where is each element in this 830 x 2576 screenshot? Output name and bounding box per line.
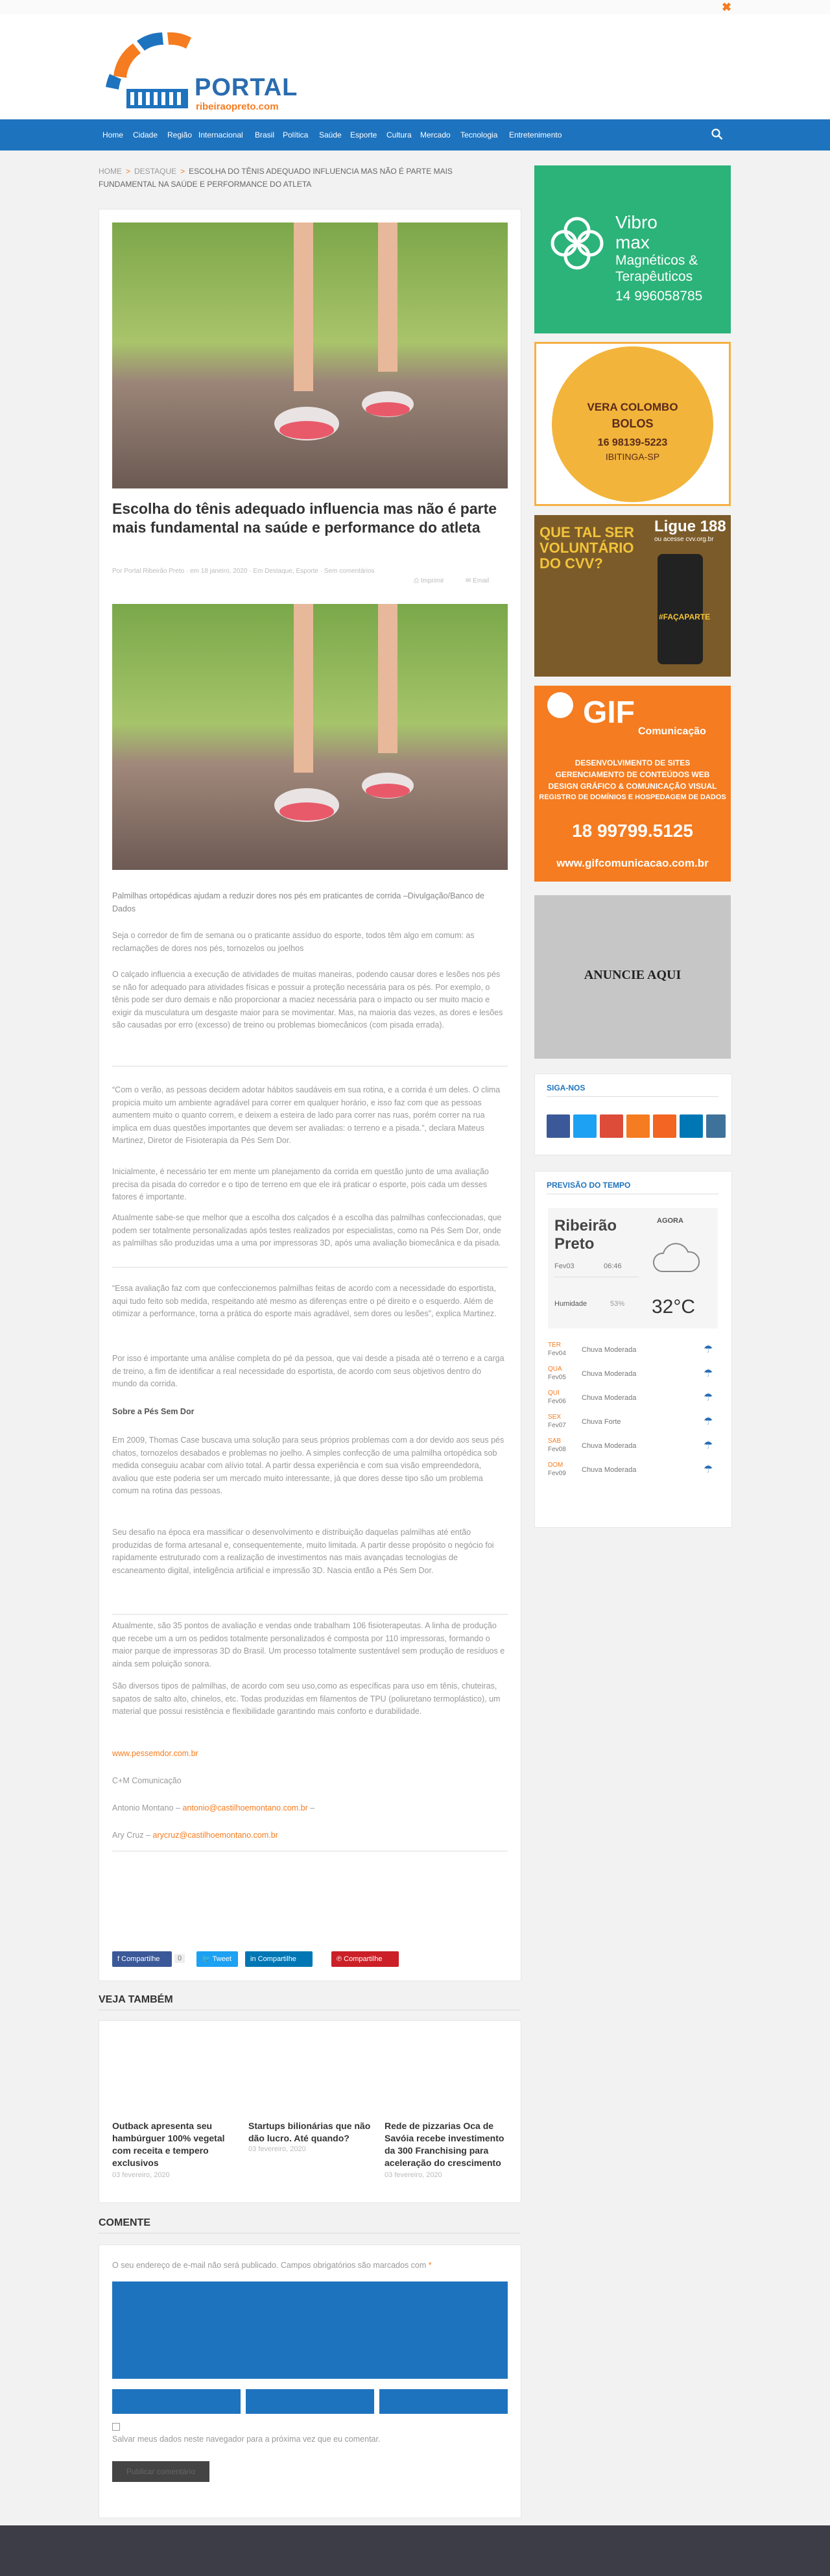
contact-email-link[interactable]: arycruz@castilhoemontano.com.br [152, 1831, 278, 1840]
related-posts [99, 2020, 521, 2203]
related-post-date: 03 fevereiro, 2020 [385, 2171, 442, 2179]
related-thumbnail[interactable] [112, 2034, 239, 2112]
top-bar [0, 0, 830, 14]
forecast-date: Fev07 [548, 1422, 566, 1429]
rain-icon: ☂ [704, 1344, 713, 1355]
rain-icon: ☂ [704, 1368, 713, 1379]
article-paragraph: Em 2009, Thomas Case buscava uma solução para seus próprios problemas com a dor devido aos seus pés chatos, tornozelos desabados e problemas no joelho. A simples confecção de uma palmilha ortopédica sob medida conseguiu acabar com alívio total. A partir dessa experiência e com sua visão empreendedora, avaliou que este poderia ser um mercado muito interessante, já que dores desse tipo são um problema comum na rotina das pessoas. [112, 1436, 504, 1495]
save-data-label: Salvar meus dados neste navegador para a próxima vez que eu comentar. [112, 2435, 381, 2444]
save-data-checkbox[interactable] [112, 2423, 120, 2431]
widget-title: SIGA-NOS [547, 1083, 586, 1092]
pinterest-share-button[interactable]: ℗ Compartilhe [331, 1951, 399, 1967]
current-temperature: 32°C [652, 1296, 696, 1318]
facebook-icon[interactable] [547, 1114, 570, 1138]
ad-anuncie[interactable]: ANUNCIE AQUI [534, 895, 731, 1059]
logo-text[interactable]: PORTAL [195, 74, 298, 101]
forecast-row [548, 1390, 718, 1409]
nav-item-entretenimento[interactable]: Entretenimento [509, 130, 562, 139]
now-label: AGORA [657, 1217, 683, 1225]
ad-vera-colombo[interactable]: VERA COLOMBO BOLOS 16 98139-5223 IBITINGA-SP [534, 342, 731, 506]
agency-name: C+M Comunicação [112, 1776, 182, 1785]
pinterest-icon: ℗ [337, 1955, 344, 1963]
forecast-row [548, 1414, 718, 1433]
rain-icon: ☂ [704, 1440, 713, 1451]
forecast-row [548, 1342, 718, 1361]
article-title: Escolha do tênis adequado influencia mas não é parte mais fundamental na saúde e performance do atleta [112, 500, 497, 536]
forecast-desc: Chuva Moderada [582, 1394, 637, 1402]
breadcrumb-home[interactable]: HOME [99, 167, 122, 176]
article-photo [112, 604, 508, 870]
article-subheading: Sobre a Pés Sem Dor [112, 1407, 195, 1416]
humidity-value: 53% [610, 1300, 625, 1308]
related-post-title[interactable]: Rede de pizzarias Oca de Savóia recebe investimento da 300 Franchising para aceleração do crescimento [385, 2121, 504, 2168]
instagram-icon[interactable] [706, 1114, 726, 1138]
article-meta: Por Portal Ribeirão Preto · em 18 janeiro, 2020 · Em Destaque, Esporte · Sem comentários [112, 568, 375, 575]
nav-item-regiao[interactable]: Região [167, 130, 193, 139]
main-nav [0, 119, 830, 150]
breadcrumb-current: ESCOLHA DO TÊNIS ADEQUADO INFLUENCIA MAS NÃO É PARTE MAIS FUNDAMENTAL NA SAÚDE E PERFORMANCE DO ATLETA [99, 167, 453, 189]
email-button[interactable]: ✉ Email [466, 577, 490, 584]
facebook-share-button[interactable]: f Compartilhe [112, 1951, 172, 1967]
article-paragraph: Atualmente, são 35 pontos de avaliação e vendas onde trabalham 106 fisioterapeutas. A linha de produção que recebe um a um os pedidos totalmente personalizados é composta por 110 impressoras, formando o maior parque de impressoras 3D do Brasil. Um processo totalmente sustentável sem produção de resíduos e ainda sem poluição sonora. [112, 1621, 505, 1668]
widget-title: PREVISÃO DO TEMPO [547, 1181, 631, 1190]
forecast-desc: Chuva Moderada [582, 1466, 637, 1474]
linkedin-icon[interactable] [680, 1114, 703, 1138]
breadcrumb [99, 165, 501, 191]
twitter-icon: 🐦 [202, 1955, 213, 1963]
related-thumbnail[interactable] [248, 2034, 375, 2112]
linkedin-icon: in [250, 1955, 258, 1963]
phone-icon [658, 554, 703, 664]
article-paragraph: Seu desafio na época era massificar o desenvolvimento e distribuição daquelas palmilhas até então produzidas de forma artesanal e, consequentemente, muito limitada. A partir desse propósito o negócio foi rapidamente estruturado com a realização de investimentos nas mais avançadas tecnologias de escaneamento digital, inteligência artificial e impressão 3D. Nascia então a Pés Sem Dor. [112, 1528, 494, 1575]
twitter-share-button[interactable]: 🐦 Tweet [196, 1951, 238, 1967]
facebook-icon: f [117, 1955, 122, 1963]
humidity-label: Humidade [554, 1300, 587, 1308]
article-paragraph: Por isso é importante uma análise completa do pé da pessoa, que vai desde a pisada até o terreno e a carga de treino, a fim de identificar a real necessidade do esportista, de acordo com seus objetivos dentro do mundo da corrida. [112, 1354, 504, 1388]
related-post-title[interactable]: Outback apresenta seu hambúrguer 100% vegetal com receita e tempero exclusivos [112, 2121, 225, 2168]
nav-item-esporte[interactable]: Esporte [350, 130, 377, 139]
weather-city: Ribeirão Preto [554, 1217, 617, 1253]
footer [0, 2525, 830, 2576]
contact-line: Ary Cruz – arycruz@castilhoemontano.com.br [112, 1831, 278, 1840]
website-field[interactable] [379, 2389, 508, 2414]
gif-logo-icon [547, 692, 573, 718]
rss-icon[interactable] [626, 1114, 650, 1138]
forecast-date: Fev06 [548, 1398, 566, 1405]
nav-item-cidade[interactable]: Cidade [133, 130, 158, 139]
close-icon[interactable]: ✖ [722, 1, 732, 14]
contact-email-link[interactable]: antonio@castilhoemontano.com.br [182, 1803, 308, 1812]
forecast-day: QUI [548, 1390, 560, 1397]
forecast-desc: Chuva Moderada [582, 1370, 637, 1378]
weather-time: 06:46 [604, 1262, 622, 1270]
twitter-icon[interactable] [573, 1114, 597, 1138]
divider [112, 1267, 508, 1268]
forecast-row [548, 1462, 718, 1481]
weather-date: Fev03 [554, 1262, 575, 1270]
article-paragraph: Seja o corredor de fim de semana ou o praticante assíduo do esporte, todos têm algo em comum: as reclamações de dores nos pés, tornozelos ou joelhos [112, 931, 475, 953]
website-link[interactable]: www.pessemdor.com.br [112, 1749, 198, 1758]
forecast-date: Fev08 [548, 1446, 566, 1453]
weather-widget [534, 1171, 732, 1528]
envelope-icon: ✉ [466, 577, 473, 584]
forecast-desc: Chuva Moderada [582, 1346, 637, 1354]
flower-icon [545, 211, 610, 276]
share-count: 0 [174, 1954, 185, 1963]
divider [112, 1614, 508, 1615]
rain-icon: ☂ [704, 1464, 713, 1475]
print-button[interactable]: ⎙ Imprimir [414, 577, 444, 584]
contact-line: Antonio Montano – antonio@castilhoemontano.com.br – [112, 1803, 315, 1812]
breadcrumb-section[interactable]: DESTAQUE [134, 167, 177, 176]
ad-cvv[interactable]: QUE TAL SER VOLUNTÁRIO DO CVV? Ligue 188 ou acesse cvv.org.br #FAÇAPARTE [534, 515, 731, 677]
nav-item-brasil[interactable]: Brasil [255, 130, 275, 139]
forecast-day: SEX [548, 1414, 562, 1421]
linkedin-share-button[interactable]: in Compartilhe [245, 1951, 313, 1967]
article-paragraph: Inicialmente, é necessário ter em mente um planejamento da corrida em questão junto de uma avaliação precisa da pisada do corredor e o tipo de terreno em que ele irá praticar o esporte, pois cada um desses fatores é importante. [112, 1167, 489, 1201]
comment-title: COMENTE [99, 2217, 150, 2228]
related-post-title[interactable]: Startups bilionárias que não dão lucro. Até quando? [248, 2121, 371, 2143]
weather-card [548, 1208, 718, 1329]
nav-item-tecnologia[interactable]: Tecnologia [460, 130, 498, 139]
submit-comment-button[interactable]: Publicar comentário [112, 2461, 209, 2482]
forecast-row [548, 1438, 718, 1457]
name-field[interactable] [112, 2389, 241, 2414]
comment-notice: O seu endereço de e-mail não será publicado. Campos obrigatórios são marcados com * [112, 2261, 432, 2270]
article-quote: “Com o verão, as pessoas decidem adotar hábitos saudáveis em sua rotina, e a corrida é um deles. O clima propicia muito um ambiente agradável para correr em qualquer horário, e isso faz com que as pessoas aumentem muito o quanto correm, e deixem a esteira de lado para correr nas ruas, porém correr na rua implica em duas questões importantes que devem ser avaliadas: o terreno e a pisada.”, declara Mateus Martinez, Diretor de Fisioterapia da Pés Sem Dor. [112, 1085, 501, 1145]
ad-vibromax[interactable]: Vibro max Magnéticos & Terapêuticos 14 996058785 [534, 165, 731, 333]
search-icon[interactable] [711, 128, 723, 140]
forecast-desc: Chuva Moderada [582, 1442, 637, 1450]
blogger-icon[interactable] [653, 1114, 676, 1138]
nav-item-politica[interactable]: Política [283, 130, 309, 139]
article-paragraph: Atualmente sabe-se que melhor que a escolha dos calçados é a escolha das palmilhas confeccionadas, que podem ser totalmente personalizadas após testes realizados por especialistas, como na Pés Sem Dor, onde as palmilhas são produzidas uma a uma por impressoras 3D, após uma avaliação biomecânica e da pisada. [112, 1213, 502, 1247]
image-caption: Palmilhas ortopédicas ajudam a reduzir dores nos pés em praticantes de corrida –Divulgação/Banco de Dados [112, 891, 484, 913]
logo-subtitle: ribeiraopreto.com [196, 101, 279, 112]
comment-textarea[interactable] [112, 2281, 508, 2379]
forecast-row [548, 1366, 718, 1385]
related-post-date: 03 fevereiro, 2020 [112, 2171, 170, 2179]
forecast-day: DOM [548, 1462, 563, 1469]
google-plus-icon[interactable] [600, 1114, 623, 1138]
article [99, 209, 521, 1981]
related-post-date: 03 fevereiro, 2020 [248, 2145, 306, 2153]
nav-item-cultura[interactable]: Cultura [386, 130, 412, 139]
breadcrumb-separator: > [180, 167, 185, 176]
rain-icon: ☂ [704, 1416, 713, 1427]
related-title: VEJA TAMBÉM [99, 1994, 173, 2005]
related-thumbnail[interactable] [385, 2034, 511, 2112]
nav-item-saude[interactable]: Saúde [319, 130, 342, 139]
forecast-day: QUA [548, 1366, 562, 1373]
forecast-date: Fev05 [548, 1374, 566, 1381]
article-paragraph: São diversos tipos de palmilhas, de acordo com seu uso,como as específicas para uso em tênis, chuteiras, sapatos de salto alto, chinelos, etc. Todas produzidas em filamentos de TPU (poliuretano termoplástico), um material que possui resistência e flexibilidade garantindo mais conforto e durabilidade. [112, 1681, 501, 1716]
nav-item-home[interactable]: Home [102, 130, 124, 139]
forecast-desc: Chuva Forte [582, 1418, 621, 1426]
cloud-icon [650, 1239, 702, 1278]
forecast-day: TER [548, 1342, 561, 1349]
print-icon: ⎙ [414, 577, 421, 584]
forecast-date: Fev09 [548, 1470, 566, 1477]
article-paragraph: O calçado influencia a execução de atividades de muitas maneiras, podendo causar dores e lesões nos pés se não for adequado para atividades físicas e possuir a proteção necessária para os pés. Por exemplo, o tênis pode ser duro demais e não proporcionar a maciez necessária para o impacto ou ser muito macio e exigir da musculatura um desgaste maior para se movimentar. Mas, na maioria das vezes, as dores e lesões são causadas por erro (excesso) de treino ou problemas biomecânicos (com pisada errada). [112, 970, 503, 1029]
ad-gif[interactable]: GIF Comunicação DESENVOLVIMENTO DE SITES GERENCIAMENTO DE CONTEÚDOS WEB DESIGN GRÁFICO & COMUNICAÇÃO VISUAL REGISTRO DE DOMÍNIOS E HOSPEDAGEM DE DADOS 18 99799.5125 www.gifcomunicacao.com.br [534, 686, 731, 882]
nav-item-mercado[interactable]: Mercado [420, 130, 451, 139]
breadcrumb-separator: > [126, 167, 131, 176]
nav-item-internacional[interactable]: Internacional [198, 130, 243, 139]
email-field[interactable] [246, 2389, 374, 2414]
rain-icon: ☂ [704, 1392, 713, 1403]
article-quote: “Essa avaliação faz com que confeccionemos palmilhas feitas de acordo com a necessidade do esportista, aqui tudo feito sob medida, respeitando até mesmo as diferenças entre o pé direito e o esquerdo. Além de otimizar a performance, torna a prática do esporte mais agradável, sem dores ou lesões”, explica Martinez. [112, 1284, 497, 1318]
hero-image [112, 223, 508, 488]
forecast-date: Fev04 [548, 1350, 566, 1357]
comment-form [99, 2245, 521, 2518]
header [0, 14, 830, 119]
follow-widget [534, 1074, 732, 1155]
forecast-day: SAB [548, 1438, 562, 1445]
